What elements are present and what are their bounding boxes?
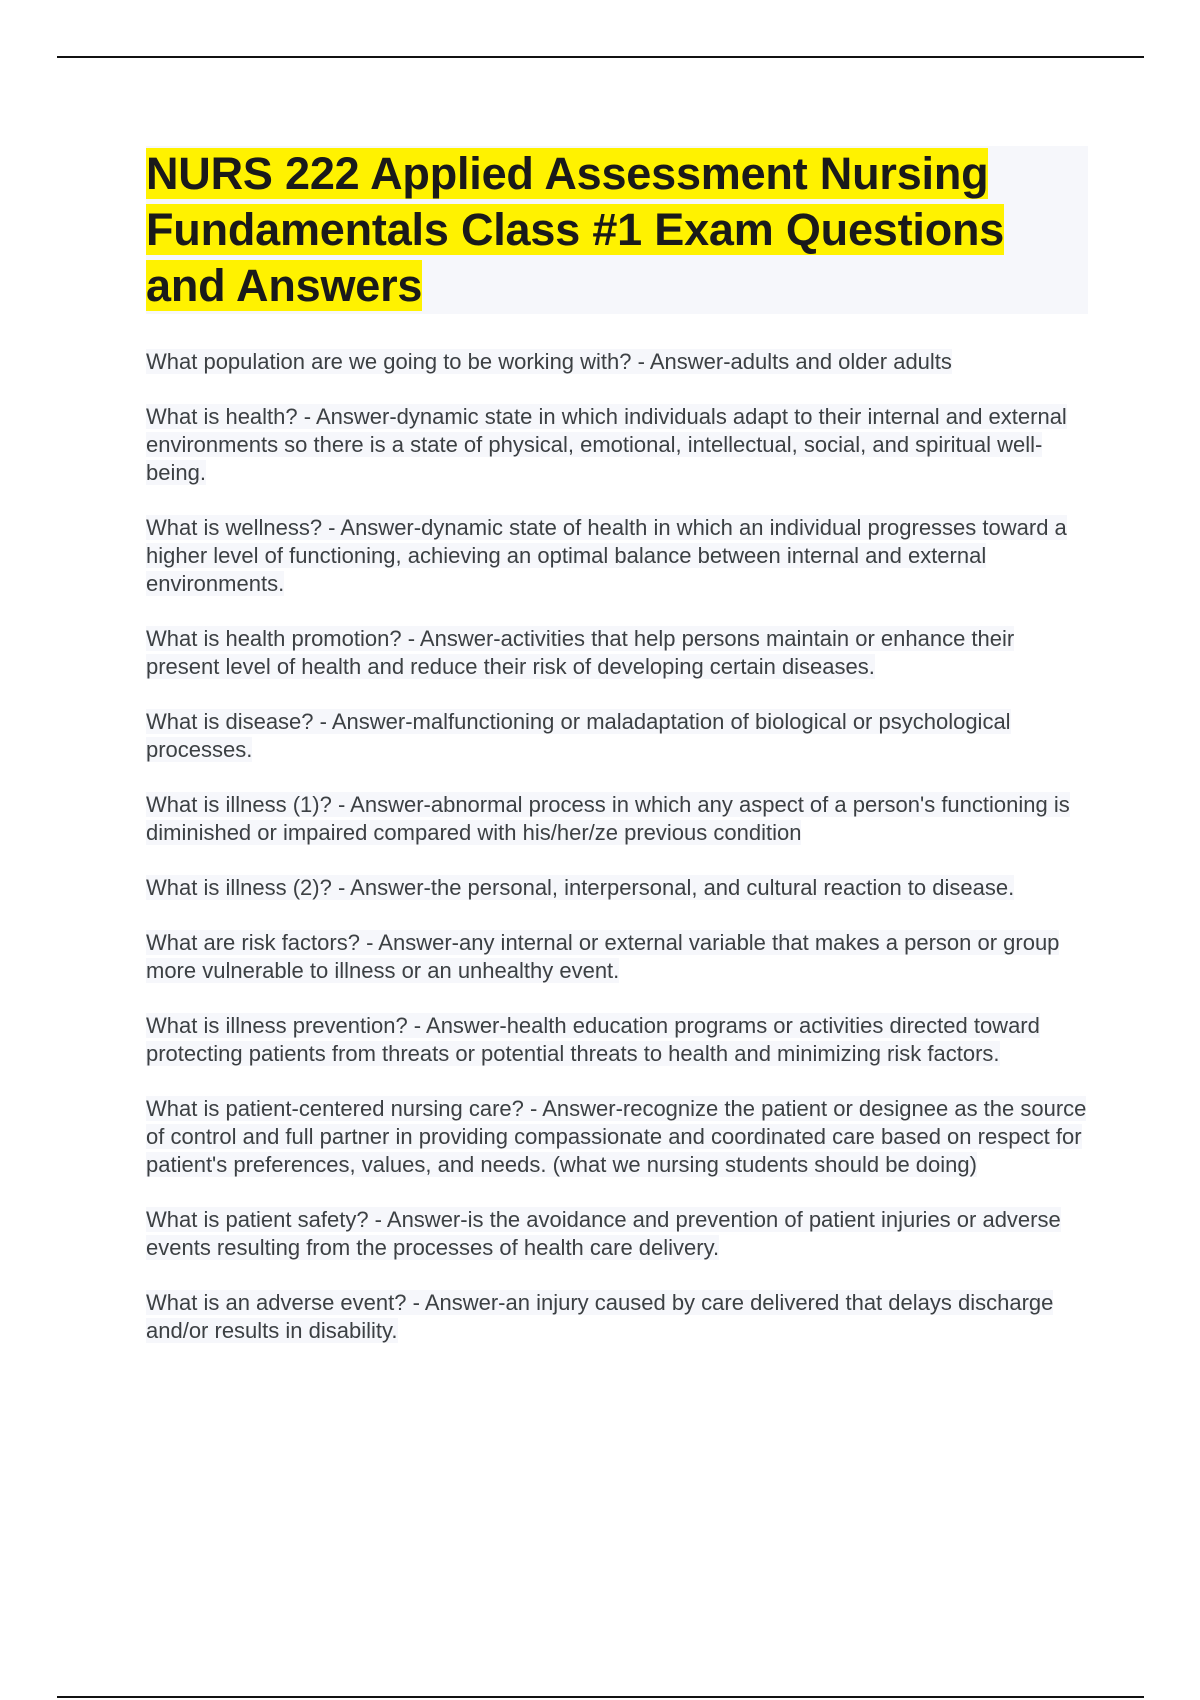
qa-text: What is disease? - Answer-malfunctioning or maladaptation of biological or psychological processes. — [146, 709, 1011, 762]
qa-text: What is health? - Answer-dynamic state in which individuals adapt to their internal and external environments so there is a state of physical, emotional, intellectual, social, and spiritual well-being. — [146, 404, 1067, 485]
qa-text: What is patient safety? - Answer-is the avoidance and prevention of patient injuries or adverse events resulting from the processes of health care delivery. — [146, 1207, 1061, 1260]
qa-item — [146, 348, 1088, 376]
qa-item — [146, 708, 1088, 764]
qa-item — [146, 625, 1088, 681]
qa-text: What is wellness? - Answer-dynamic state of health in which an individual progresses toward a higher level of functioning, achieving an optimal balance between internal and external environments. — [146, 515, 1067, 596]
qa-item — [146, 929, 1088, 985]
document-title — [146, 146, 1088, 314]
qa-text: What is an adverse event? - Answer-an injury caused by care delivered that delays discharge and/or results in disability. — [146, 1290, 1054, 1343]
qa-item — [146, 1289, 1088, 1345]
qa-item — [146, 1206, 1088, 1262]
qa-item — [146, 514, 1088, 598]
qa-text: What is health promotion? - Answer-activities that help persons maintain or enhance their present level of health and reduce their risk of developing certain diseases. — [146, 626, 1015, 679]
qa-text: What population are we going to be working with? - Answer-adults and older adults — [146, 349, 952, 374]
qa-item — [146, 874, 1088, 902]
title-highlight: NURS 222 Applied Assessment Nursing Fundamentals Class #1 Exam Questions and Answers — [146, 148, 1005, 311]
qa-text: What is illness prevention? - Answer-health education programs or activities directed toward protecting patients from threats or potential threats to health and minimizing risk factors. — [146, 1013, 1040, 1066]
qa-item — [146, 791, 1088, 847]
qa-text: What is illness (1)? - Answer-abnormal process in which any aspect of a person's functioning is diminished or impaired compared with his/her/ze previous condition — [146, 792, 1070, 845]
qa-item — [146, 403, 1088, 487]
qa-text: What are risk factors? - Answer-any internal or external variable that makes a person or group more vulnerable to illness or an unhealthy event. — [146, 930, 1060, 983]
document-body — [146, 146, 1088, 1372]
top-horizontal-rule — [57, 56, 1144, 58]
title-block — [146, 146, 1088, 314]
qa-text: What is illness (2)? - Answer-the personal, interpersonal, and cultural reaction to disease. — [146, 875, 1015, 900]
bottom-horizontal-rule — [57, 1696, 1144, 1698]
qa-list — [146, 348, 1088, 1345]
qa-text: What is patient-centered nursing care? - Answer-recognize the patient or designee as the source of control and full partner in providing compassionate and coordinated care based on respect for patient's preferences, values, and needs. (what we nursing students should be doing) — [146, 1096, 1087, 1177]
qa-item — [146, 1012, 1088, 1068]
qa-item — [146, 1095, 1088, 1179]
